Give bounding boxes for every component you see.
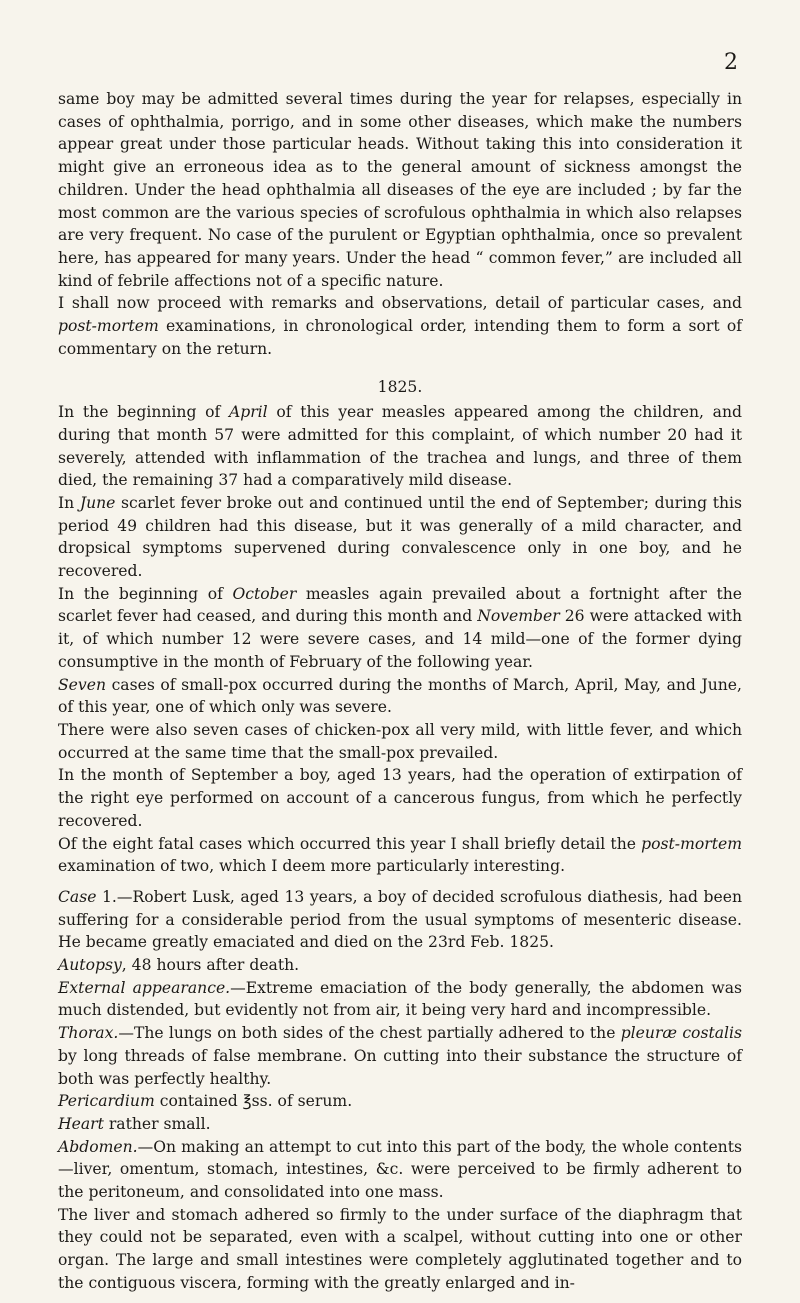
text-span: 26 were attacked with it, of which number 12 were severe cases, and 14 mild—one of the former dying consumptive in the month of February of the following year. <box>58 607 742 671</box>
italic-text: post-mortem <box>58 317 159 336</box>
text-span: by long threads of false membrane. On cutting into their substance the structure of both was perfectly healthy. <box>58 1046 742 1088</box>
paragraph <box>58 954 742 977</box>
text-span: of this year measles appeared among the children, and during that month 57 were admitted for this complaint, of which number 20 had it severely, attended with inflammation of the trachea and lungs, and three of them died, the remaining 37 had a comparatively mild disease. <box>58 403 742 490</box>
italic-text: Heart <box>58 1114 104 1133</box>
text-span: cases of small-pox occurred during the months of March, April, May, and June, of this year, one of which only was severe. <box>58 675 742 717</box>
text-span: —The lungs on both sides of the chest partially adhered to the <box>118 1024 621 1043</box>
text-span: rather small. <box>103 1114 211 1133</box>
text-span: —Extreme emaciation of the body generally, the abdomen was much distended, but evidently not from air, it being very hard and incompressible. <box>58 978 742 1020</box>
paragraph: There were also seven cases of chicken-pox all very mild, with little fever, and which occurred at the same time that the small-pox prevailed. <box>58 720 742 762</box>
italic-text: Seven <box>58 675 106 694</box>
text-span: , 48 hours after death. <box>121 956 300 975</box>
paragraph: In the month of September a boy, aged 13 years, had the operation of extirpation of the right eye performed on account of a cancerous fungus, from which he perfectly recovered. <box>58 766 742 830</box>
text-span: In the beginning of <box>58 584 233 603</box>
italic-text: pleuræ costalis <box>620 1024 742 1043</box>
paragraph: same boy may be admitted several times during the year for relapses, especially in cases of ophthalmia, porrigo, and in some other diseases, which make the numbers appear great under those particular heads. Without taking this into consideration it might give an erroneous idea as to the general amount of sickness amongst the children. Under the head ophthalmia all diseases of the eye are included ; by far the most common are the various species of scrofulous ophthalmia in which also relapses are very frequent. No case of the purulent or Egyptian ophthalmia, once so prevalent here, has appeared for many years. Under the head “ common fever,” are included all kind of febrile affections not of a specific nature. <box>58 90 742 290</box>
text-span: I shall now proceed with remarks and observations, detail of particular cases, and <box>58 294 742 313</box>
paragraph <box>58 492 742 583</box>
paragraph: The liver and stomach adhered so firmly to the under surface of the diaphragm that they could not be separated, even with a scalpel, without cutting into one or other organ. The large and small intestines were completely agglutinated together and to the contiguous viscera, forming with the greatly enlarged and in- <box>58 1205 742 1292</box>
italic-text: June <box>79 493 116 512</box>
text-span: —On making an attempt to cut into this part of the body, the whole contents—liver, omentum, stomach, intestines, &c. were perceived to be firmly adherent to the peritoneum, and consolidated into one mass. <box>58 1137 742 1202</box>
italic-text: April <box>228 403 268 422</box>
italic-text: Autopsy <box>58 956 122 975</box>
paragraph <box>58 977 742 1022</box>
text-span: In <box>58 493 80 512</box>
text-span: scarlet fever broke out and continued until the end of September; during this period 49 children had this disease, but it was generally of a mild character, and dropsical symptoms supervened during convalescence only in one boy, and he recovered. <box>58 493 742 581</box>
text-span: Of the eight fatal cases which occurred this year I shall briefly detail the <box>58 834 642 853</box>
section-year-heading: 1825. <box>377 378 423 397</box>
text-span: In the beginning of <box>58 403 229 422</box>
paragraph <box>58 833 742 878</box>
italic-text: External appearance. <box>58 978 231 997</box>
paragraph <box>58 292 742 360</box>
spacer <box>58 878 742 886</box>
text-span: contained ℥ss. of serum. <box>154 1092 353 1111</box>
italic-text: Case <box>58 887 97 906</box>
text-span: measles again prevailed about a fortnight after the scarlet fever had ceased, and during this month and <box>58 584 742 626</box>
italic-text: October <box>232 584 297 603</box>
italic-text: post-mortem <box>641 834 742 853</box>
text-span: examinations, in chronological order, intending them to form a sort of commentary on the return. <box>58 317 742 358</box>
page-number: 2 <box>724 50 738 75</box>
paragraph <box>58 401 742 492</box>
italic-text: Abdomen. <box>58 1137 138 1156</box>
paragraph <box>58 886 742 954</box>
body-text <box>58 88 742 1295</box>
italic-text: November <box>477 607 560 626</box>
paragraph <box>58 674 742 719</box>
paragraph <box>58 1022 742 1090</box>
italic-text: Thorax. <box>58 1024 119 1043</box>
paragraph <box>58 1136 742 1204</box>
text-span: 1.—Robert Lusk, aged 13 years, a boy of decided scrofulous diathesis, had been suffering for a considerable period from the usual symptoms of mesenteric disease. He became greatly emaciated and died on the 23rd Feb. 1825. <box>58 887 742 952</box>
text-span: examination of two, which I deem more particularly interesting. <box>58 857 566 876</box>
paragraph <box>58 1113 742 1136</box>
paragraph <box>58 583 742 674</box>
paragraph <box>58 1090 742 1113</box>
italic-text: Pericardium <box>58 1092 155 1111</box>
